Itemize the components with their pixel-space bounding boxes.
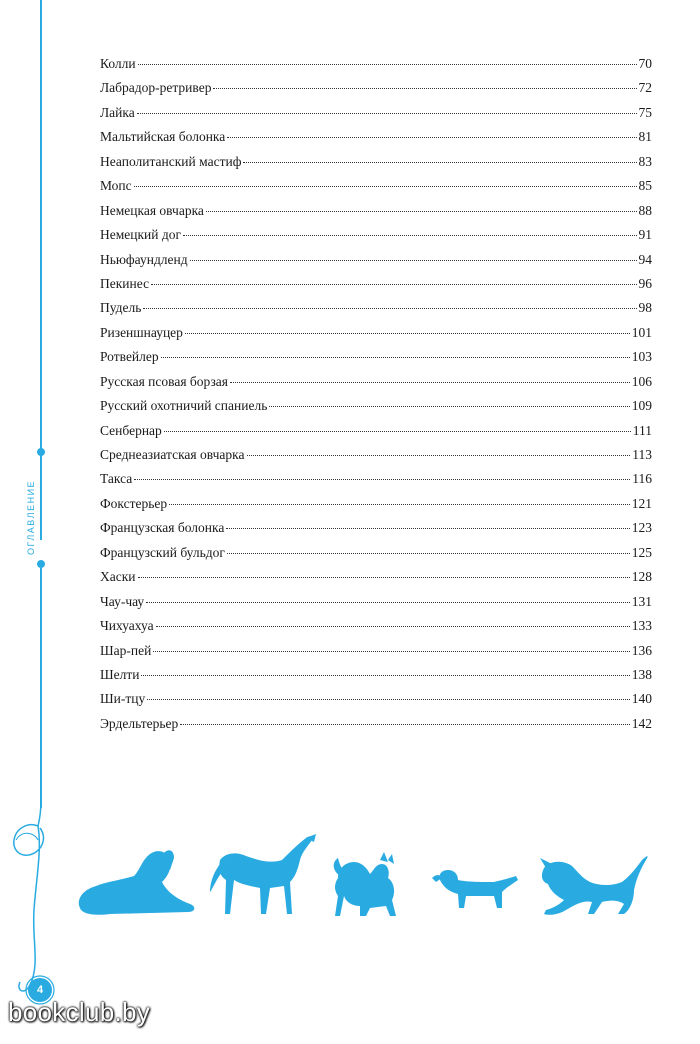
- toc-entry: [100, 492, 652, 516]
- toc-entry-title: Ньюфаундленд: [100, 251, 188, 267]
- toc-entry-title: Неаполитанский мастиф: [100, 153, 242, 169]
- toc-entry-page: 142: [631, 715, 652, 731]
- toc-entry-page: 121: [631, 495, 652, 511]
- toc-entry-page: 96: [638, 275, 652, 291]
- toc-dot-leader: [134, 186, 637, 187]
- toc-entry: [100, 712, 652, 736]
- page-number: 4: [28, 978, 52, 1002]
- toc-dot-leader: [169, 504, 630, 505]
- toc-entry-page: 83: [638, 153, 652, 169]
- toc-entry-page: 138: [631, 666, 652, 682]
- margin-dot-icon: [37, 560, 45, 568]
- toc-dot-leader: [183, 235, 636, 236]
- toc-entry: [100, 541, 652, 565]
- toc-entry-title: Мопс: [100, 178, 132, 194]
- margin-dot-icon: [37, 448, 45, 456]
- toc-entry: [100, 150, 652, 174]
- toc-entry-title: Ризеншнауцер: [100, 324, 183, 340]
- dog-silhouettes: [70, 830, 650, 930]
- toc-entry: [100, 614, 652, 638]
- toc-entry-page: 133: [631, 618, 652, 634]
- toc-entry-title: Лайка: [100, 104, 135, 120]
- toc-entry-title: Чау-чау: [100, 593, 145, 609]
- toc-entry: [100, 199, 652, 223]
- toc-entry-title: Сенбернар: [100, 422, 162, 438]
- toc-entry-title: Ши-тцу: [100, 691, 146, 707]
- toc-entry: [100, 663, 652, 687]
- toc-entry-page: 91: [638, 227, 652, 243]
- toc-entry: [100, 419, 652, 443]
- toc-entry: [100, 394, 652, 418]
- toc-entry-page: 125: [631, 544, 652, 560]
- toc-dot-leader: [243, 162, 636, 163]
- table-of-contents: [100, 52, 652, 736]
- toc-entry-page: 103: [631, 349, 652, 365]
- toc-entry: [100, 174, 652, 198]
- toc-entry-title: Шар-пей: [100, 642, 152, 658]
- toc-dot-leader: [138, 64, 637, 65]
- playing-dog-icon: [540, 856, 648, 915]
- toc-entry: [100, 321, 652, 345]
- watermark: bookclub.by: [8, 997, 151, 1027]
- toc-entry-page: 81: [638, 129, 652, 145]
- toc-entry: [100, 223, 652, 247]
- toc-dot-leader: [153, 651, 629, 652]
- toc-entry-page: 111: [632, 422, 652, 438]
- toc-entry-title: Фокстерьер: [100, 495, 168, 511]
- toc-entry: [100, 516, 652, 540]
- toc-entry: [100, 687, 652, 711]
- toc-dot-leader: [230, 382, 630, 383]
- toc-dot-leader: [141, 675, 629, 676]
- toc-entry: [100, 443, 652, 467]
- toc-entry-title: Немецкий дог: [100, 227, 182, 243]
- toc-entry-page: 131: [631, 593, 652, 609]
- toc-entry: [100, 248, 652, 272]
- toc-entry-title: Чихуахуа: [100, 618, 154, 634]
- margin-line-lower: [40, 568, 42, 808]
- toc-entry-title: Русский охотничий спаниель: [100, 398, 268, 414]
- toc-entry-page: 128: [631, 569, 652, 585]
- toc-entry-page: 85: [638, 178, 652, 194]
- toc-entry-title: Шелти: [100, 666, 140, 682]
- toc-entry-title: Колли: [100, 56, 136, 71]
- toc-entry-page: 72: [638, 80, 652, 96]
- toc-dot-leader: [213, 88, 636, 89]
- toc-entry-title: Эрдельтерьер: [100, 715, 179, 731]
- toc-entry: [100, 101, 652, 125]
- greyhound-icon: [210, 834, 316, 914]
- toc-entry-page: 136: [631, 642, 652, 658]
- toc-entry-page: 75: [638, 104, 652, 120]
- toc-dot-leader: [164, 431, 631, 432]
- toc-entry-title: Такса: [100, 471, 133, 487]
- toc-dot-leader: [190, 260, 637, 261]
- toc-dot-leader: [138, 577, 630, 578]
- toc-entry-page: 70: [638, 56, 652, 71]
- margin-line-upper: [40, 0, 42, 540]
- toc-dot-leader: [161, 357, 630, 358]
- toc-entry-title: Французская болонка: [100, 520, 225, 536]
- toc-dot-leader: [134, 479, 630, 480]
- toc-entry-title: Ротвейлер: [100, 349, 159, 365]
- toc-entry: [100, 590, 652, 614]
- side-section-label: ОГЛАВЛЕНИЕ: [26, 479, 36, 555]
- toc-dot-leader: [227, 137, 636, 138]
- toc-dot-leader: [247, 455, 631, 456]
- toc-entry-page: 88: [638, 202, 652, 218]
- toc-dot-leader: [137, 113, 637, 114]
- toc-entry: [100, 76, 652, 100]
- toc-dot-leader: [156, 626, 630, 627]
- fluffy-dog-icon: [334, 852, 396, 916]
- toc-entry-page: 109: [631, 398, 652, 414]
- toc-entry-title: Немецкая овчарка: [100, 202, 204, 218]
- toc-entry-page: 123: [631, 520, 652, 536]
- toc-entry-title: Пекинес: [100, 275, 150, 291]
- toc-entry: [100, 370, 652, 394]
- lying-dog-icon: [79, 850, 194, 915]
- toc-dot-leader: [185, 333, 630, 334]
- toc-entry: [100, 467, 652, 491]
- toc-dot-leader: [143, 308, 636, 309]
- toc-dot-leader: [206, 211, 637, 212]
- toc-entry-title: Французский бульдог: [100, 544, 225, 560]
- toc-entry-page: 140: [631, 691, 652, 707]
- toc-entry-page: 94: [638, 251, 652, 267]
- toc-dot-leader: [269, 406, 629, 407]
- dachshund-icon: [432, 870, 518, 908]
- toc-dot-leader: [226, 528, 629, 529]
- toc-entry-title: Пудель: [100, 300, 142, 316]
- toc-entry-title: Лабрадор-ретривер: [100, 80, 212, 96]
- toc-entry: [100, 565, 652, 589]
- toc-entry-page: 113: [632, 447, 652, 462]
- toc-dot-leader: [180, 724, 629, 725]
- toc-entry-title: Среднеазиатская овчарка: [100, 447, 245, 462]
- toc-entry-title: Хаски: [100, 569, 136, 585]
- toc-dot-leader: [151, 284, 636, 285]
- toc-entry: [100, 52, 652, 76]
- toc-entry: [100, 296, 652, 320]
- toc-dot-leader: [146, 602, 630, 603]
- toc-entry-page: 106: [631, 373, 652, 389]
- toc-entry: [100, 345, 652, 369]
- toc-entry: [100, 639, 652, 663]
- toc-entry-title: Русская псовая борзая: [100, 373, 228, 389]
- toc-entry: [100, 272, 652, 296]
- toc-entry: [100, 125, 652, 149]
- toc-entry-title: Мальтийская болонка: [100, 129, 226, 145]
- toc-entry-page: 98: [638, 300, 652, 316]
- toc-entry-page: 116: [632, 471, 652, 487]
- toc-dot-leader: [147, 699, 630, 700]
- toc-entry-page: 101: [631, 324, 652, 340]
- toc-dot-leader: [227, 553, 630, 554]
